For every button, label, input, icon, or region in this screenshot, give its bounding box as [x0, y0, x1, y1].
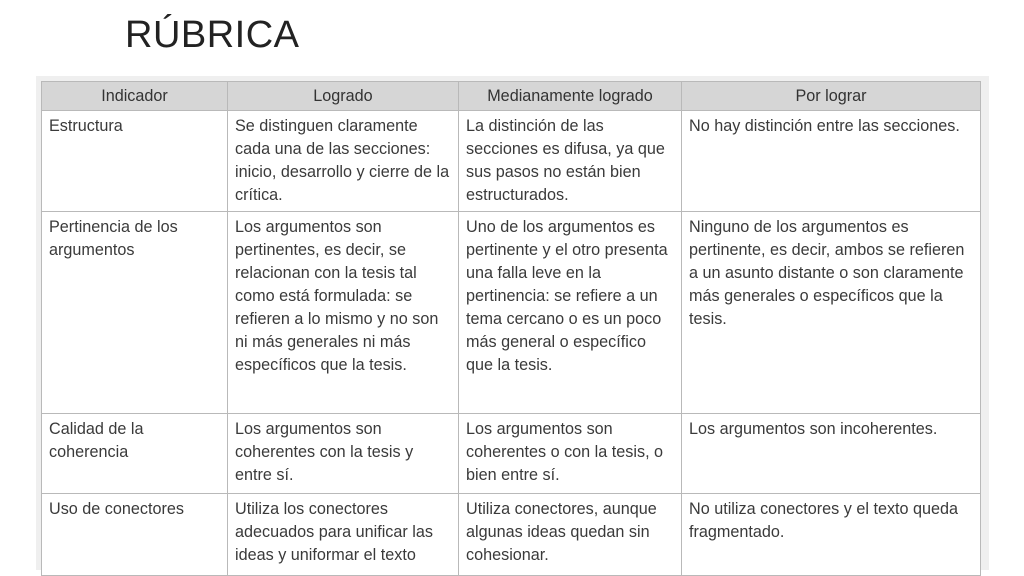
cell-indicador: Pertinencia de los argumentos — [42, 212, 228, 414]
cell-por-lograr: Ninguno de los argumentos es pertinente, es decir, ambos se refieren a un asunto distante o son claramente más generales o específicos que la tesis. — [682, 212, 981, 414]
cell-logrado: Los argumentos son coherentes con la tesis y entre sí. — [228, 414, 459, 494]
header-indicador: Indicador — [42, 82, 228, 111]
cell-logrado: Los argumentos son pertinentes, es decir, se relacionan con la tesis tal como está formulada: se refieren a lo mismo y no son ni más generales ni más específicos que la tesis. — [228, 212, 459, 414]
cell-por-lograr: Los argumentos son incoherentes. — [682, 414, 981, 494]
table-row — [42, 212, 981, 414]
header-por-lograr: Por lograr — [682, 82, 981, 111]
header-medianamente-logrado: Medianamente logrado — [459, 82, 682, 111]
cell-logrado: Utiliza los conectores adecuados para unificar las ideas y uniformar el texto — [228, 494, 459, 576]
cell-indicador: Calidad de la coherencia — [42, 414, 228, 494]
cell-medianamente-logrado: Los argumentos son coherentes o con la tesis, o bien entre sí. — [459, 414, 682, 494]
cell-por-lograr: No hay distinción entre las secciones. — [682, 111, 981, 212]
table-row — [42, 111, 981, 212]
header-logrado: Logrado — [228, 82, 459, 111]
table-row — [42, 414, 981, 494]
page-title: RÚBRICA — [125, 14, 300, 56]
header-row — [42, 82, 981, 111]
cell-medianamente-logrado: Utiliza conectores, aunque algunas ideas quedan sin cohesionar. — [459, 494, 682, 576]
cell-medianamente-logrado: Uno de los argumentos es pertinente y el otro presenta una falla leve en la pertinencia: se refiere a un tema cercano o es un poco más general o específico que la tesis. — [459, 212, 682, 414]
cell-por-lograr: No utiliza conectores y el texto queda fragmentado. — [682, 494, 981, 576]
cell-logrado: Se distinguen claramente cada una de las secciones: inicio, desarrollo y cierre de la crítica. — [228, 111, 459, 212]
cell-indicador: Uso de conectores — [42, 494, 228, 576]
table-row — [42, 494, 981, 576]
rubric-table — [41, 81, 981, 576]
cell-indicador: Estructura — [42, 111, 228, 212]
cell-medianamente-logrado: La distinción de las secciones es difusa, ya que sus pasos no están bien estructurados. — [459, 111, 682, 212]
